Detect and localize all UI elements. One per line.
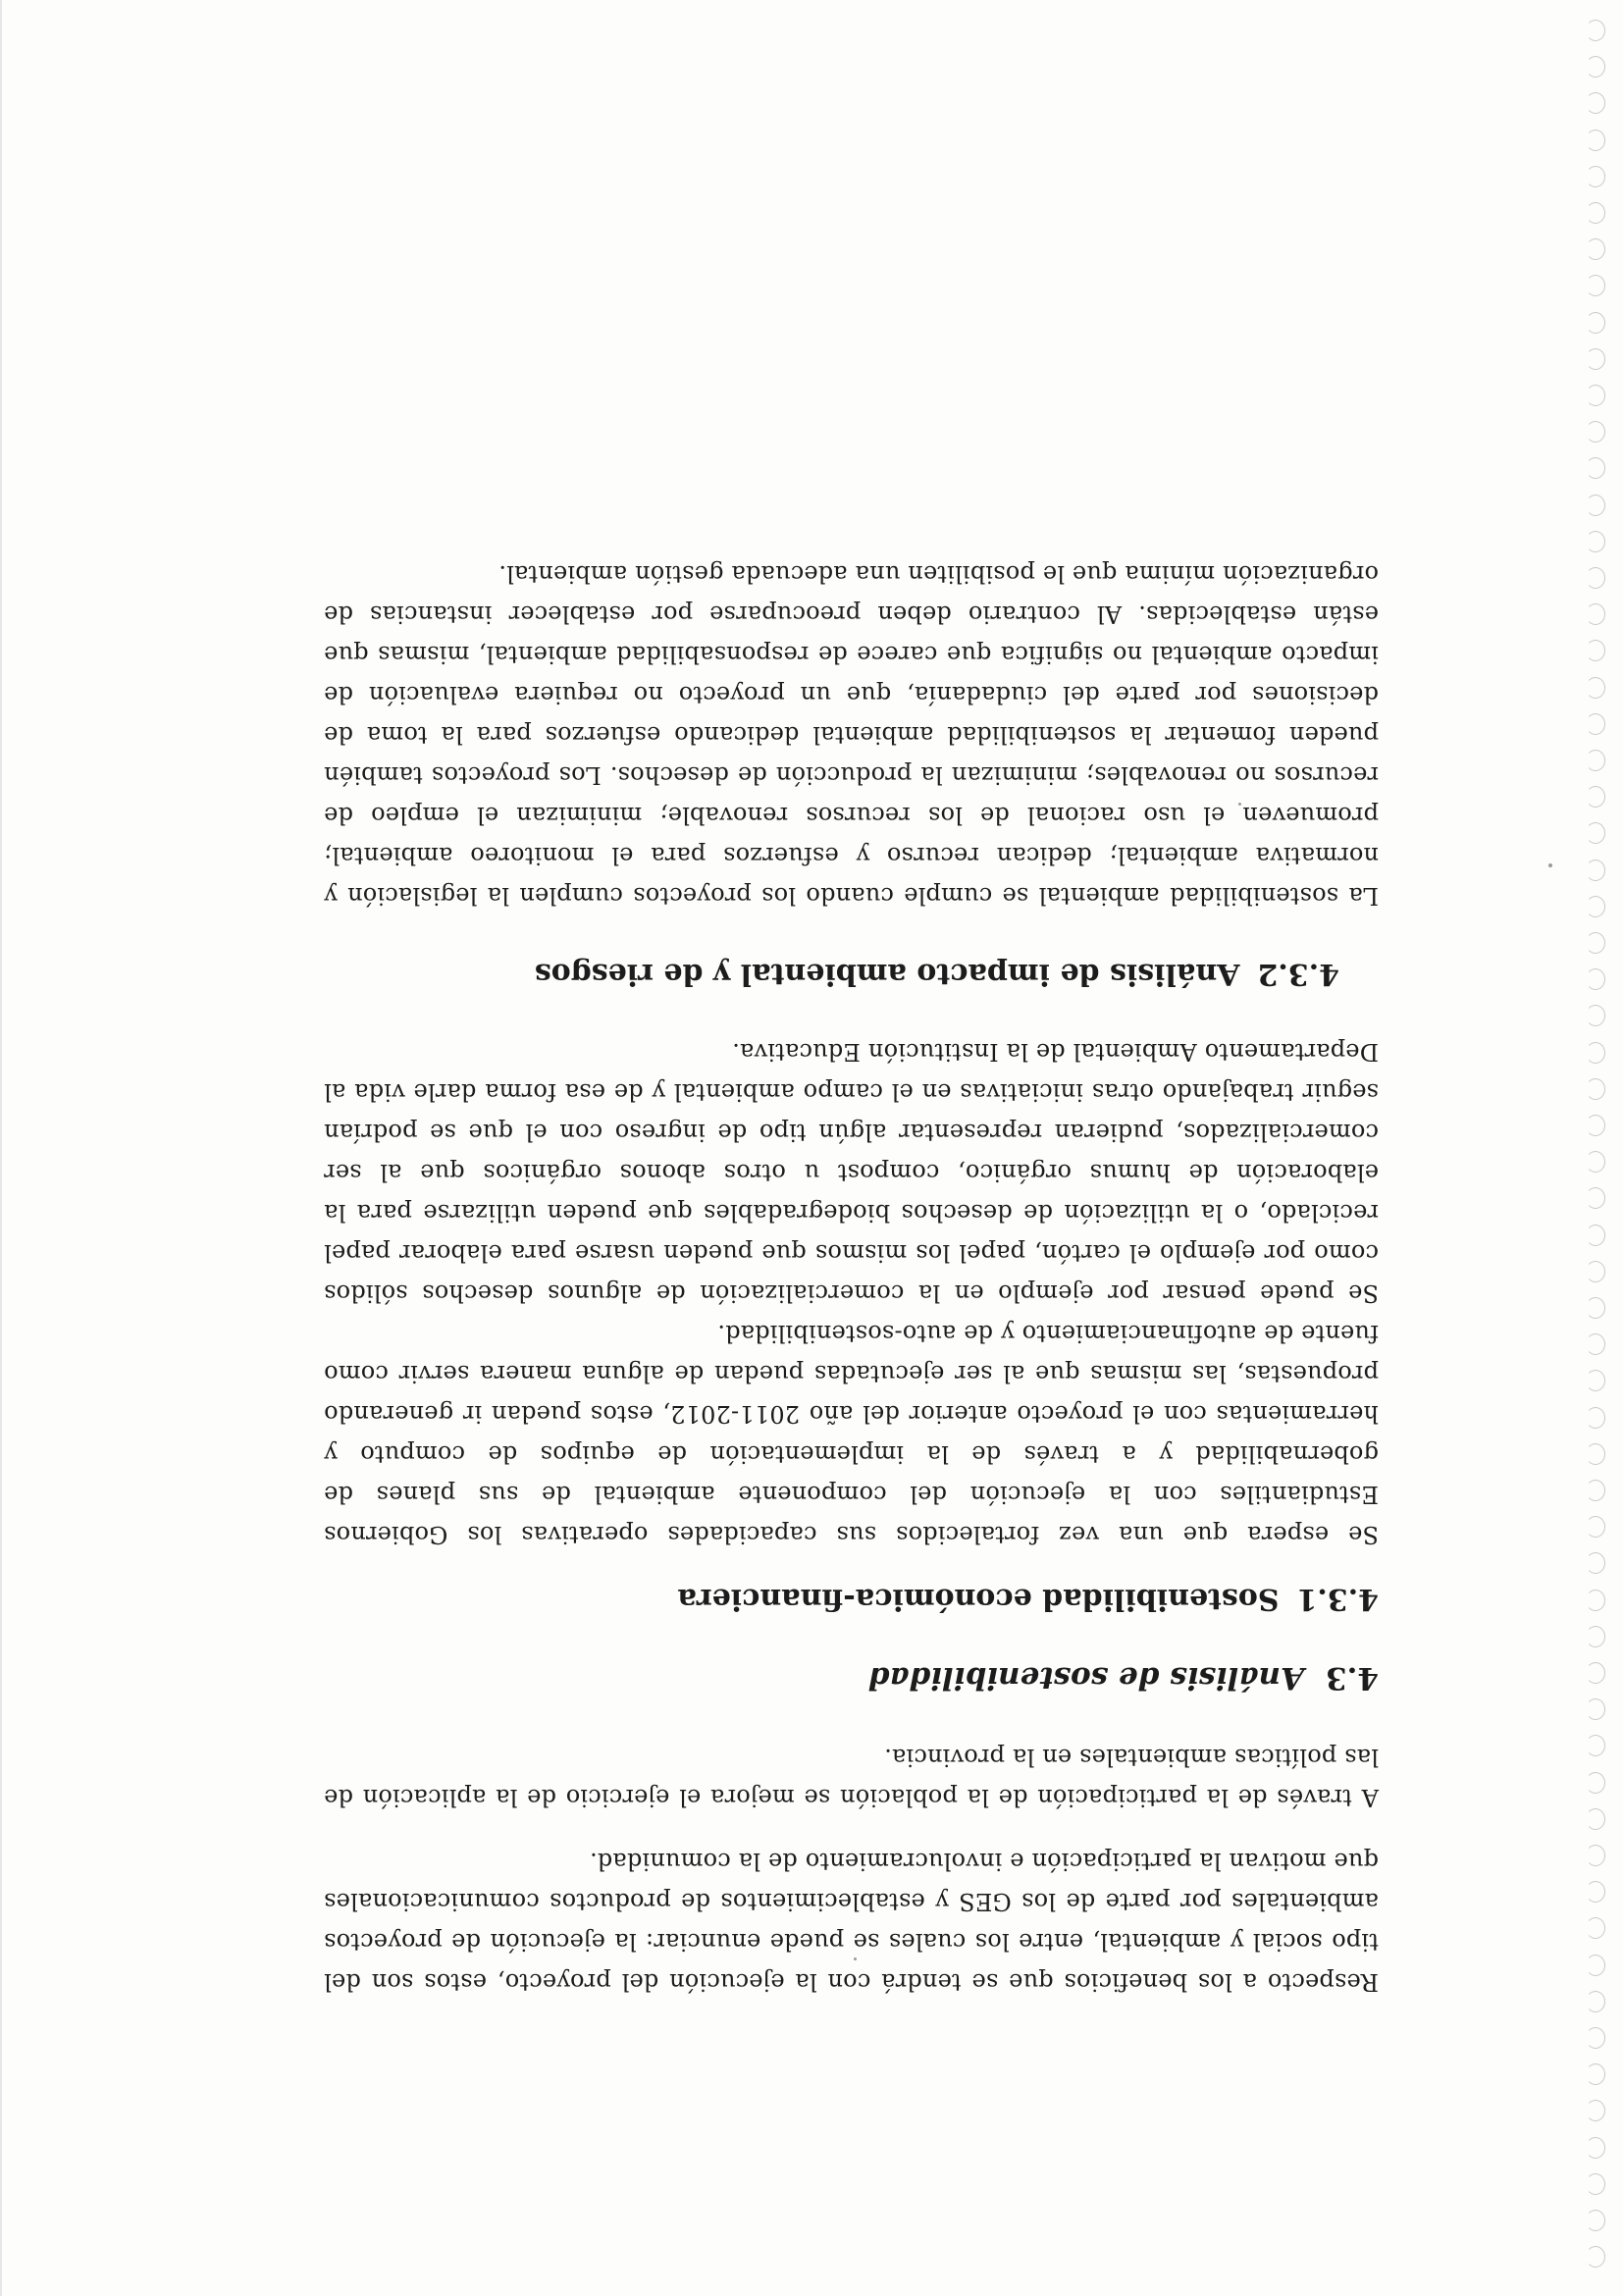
paragraph-benefits: Respecto a los beneficios que se tendrá con la ejecución del proyecto, estos son del tipo social y ambiental, entre los cuales se puede enunciar: la ejecución de proyectos ambientales por parte de los GES y establecimientos de productos comunicacionales que motivan la participación e involucramiento de la comunidad. (324, 1848, 1379, 1996)
subsection-heading-2 (324, 953, 1379, 994)
subsection-number-2: 4.3.2 (1257, 957, 1339, 991)
paragraph-commercialization: Se puede pensar por ejemplo en la comercialización de algunos desechos sólidos como por ejemplo el cartón, papel los mismos que pueden usarse para elaborar papel reciclado, o la utilización de desechos biodegradables que pueden utilizarse para la elaboración de humus orgánico, compost u otros abonos orgánicos que al ser comercializados, pudieran representar algún tipo de ingreso con el que se podrían seguir trabajando otras iniciativas en el campo ambiental y de esa forma darle vida al Departamento Ambiental de la Institución Educativa. (324, 1038, 1379, 1307)
section-heading (324, 1656, 1379, 1699)
section-number: 4.3 (1326, 1660, 1379, 1696)
paragraph-economic: Se espera que una vez fortalecidos sus capacidades operativas los Gobiernos Estudiantiles con la ejecución del componente ambiental de sus planes de gobernabilidad y a través de la implementación de equipos de computo y herramientas con el proyecto anterior del año 2011-2012, estos puedan ir generando propuestas, las mismas que al ser ejecutadas puedan de alguna manera servir como fuente de autofinanciamiento y de auto-sostenibilidad. (324, 1320, 1379, 1548)
paragraph-participation: A través de la participación de la población se mejora el ejercicio de la aplicación de las políticas ambientales en la provincia. (324, 1744, 1379, 1811)
subsection-title-2: Análisis de impacto ambiental y de riesgos (534, 957, 1240, 991)
document-content (324, 553, 1379, 2002)
subsection-heading-1 (324, 1578, 1379, 1619)
subsection-number-1: 4.3.1 (1296, 1582, 1379, 1616)
subsection-title-1: Sostenibilidad económica-financiera (677, 1582, 1280, 1616)
paragraph-environmental: La sostenibilidad ambiental se cumple cuando los proyectos cumplen la legislación y normativa ambiental; dedican recurso y esfuerzos para el monitoreo ambiental; promueven el uso racional de los recursos renovable; minimizan el empleo de recursos no renovables; minimizan la producción de desechos. Los proyectos también pueden fomentar la sostenibilidad ambiental dedicando esfuerzos para la toma de decisiones por parte del ciudadanía, que un proyecto no requiera evaluación de impacto ambiental no significa que carece de responsabilidad ambiental, mismas que están establecidas. Al contrario deben preocuparse por establecer instancias de organización mínima que le posibiliten una adecuada gestión ambiental. (324, 560, 1379, 910)
section-title: Análisis de sostenibilidad (867, 1660, 1305, 1696)
